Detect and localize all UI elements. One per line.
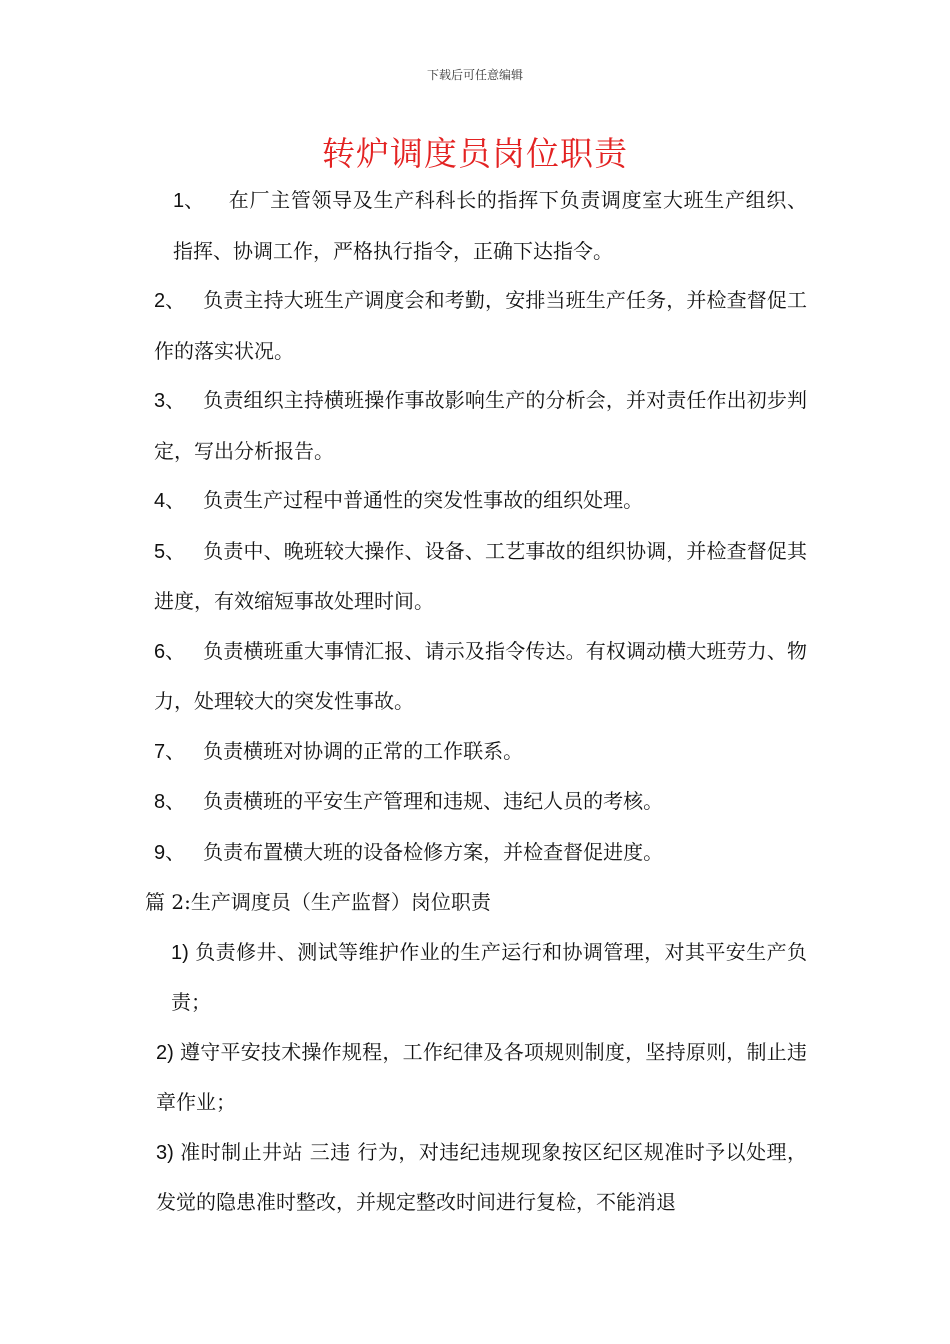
duty-text: 负责横班的平安生产管理和违规、违纪人员的考核。 <box>203 789 664 813</box>
duty-number: 7、 <box>154 740 186 763</box>
duty-number: 6、 <box>154 640 186 663</box>
duty-number: 2、 <box>154 290 186 312</box>
duty-text: 负责中、晚班较大操作、设备、工艺事故的组织协调，并检查督促其进度，有效缩短事故处理时间。 <box>154 538 807 613</box>
item-number: 1) <box>171 941 189 964</box>
duty-number: 5、 <box>154 540 186 563</box>
duty-number: 4、 <box>154 490 186 512</box>
duty-text: 负责横班对协调的正常的工作联系。 <box>203 738 524 763</box>
duty-text: 负责生产过程中普通性的突发性事故的组织处理。 <box>203 488 644 512</box>
duty-text: 负责横班重大事情汇报、请示及指令传达。有权调动横大班劳力、物力，处理较大的突发性事故。 <box>154 638 807 713</box>
duty-item-9 <box>145 828 807 879</box>
item-number: 2) <box>156 1041 174 1064</box>
header-note: 下载后可任意编辑 <box>426 68 523 82</box>
duty-item-1 <box>145 176 807 276</box>
duty-text: 负责布置横大班的设备检修方案，并检查督促进度。 <box>203 839 664 864</box>
duty-text: 在厂主管领导及生产科科长的指挥下负责调度室大班生产组织、指挥、协调工作，严格执行指令，正确下达指令。 <box>173 188 807 263</box>
document-body <box>145 176 807 1228</box>
section-2-item-1 <box>145 928 807 1028</box>
item-text: 遵守平安技术操作规程，工作纪律及各项规则制度，坚持原则，制止违章作业； <box>156 1039 807 1114</box>
duty-item-8 <box>145 777 807 828</box>
duty-item-7 <box>145 727 807 778</box>
item-number: 3) <box>156 1141 174 1164</box>
duty-item-2 <box>145 276 807 376</box>
section-2-item-3 <box>145 1128 807 1228</box>
item-text: 负责修井、测试等维护作业的生产运行和协调管理，对其平安生产负责； <box>171 939 807 1014</box>
duty-text: 负责组织主持横班操作事故影响生产的分析会，并对责任作出初步判定，写出分析报告。 <box>154 388 807 463</box>
duty-number: 9、 <box>154 841 186 864</box>
duty-item-6 <box>145 627 807 727</box>
duty-item-5 <box>145 527 807 627</box>
duty-number: 3、 <box>154 390 186 412</box>
page-title: 转炉调度员岗位职责 <box>322 134 628 173</box>
duty-number: 8、 <box>154 791 186 813</box>
duty-item-4 <box>145 476 807 527</box>
duty-number: 1、 <box>173 190 205 212</box>
section-2-heading: 篇 2:生产调度员（生产监督）岗位职责 <box>145 890 491 914</box>
duty-text: 负责主持大班生产调度会和考勤，安排当班生产任务，并检查督促工作的落实状况。 <box>154 288 807 363</box>
duty-item-3 <box>145 376 807 476</box>
item-text: 准时制止井站 三违 行为，对违纪违规现象按区纪区规准时予以处理，发觉的隐患准时整改，并规定整改时间进行复检，不能消退 <box>156 1139 807 1214</box>
section-2-item-2 <box>145 1028 807 1128</box>
